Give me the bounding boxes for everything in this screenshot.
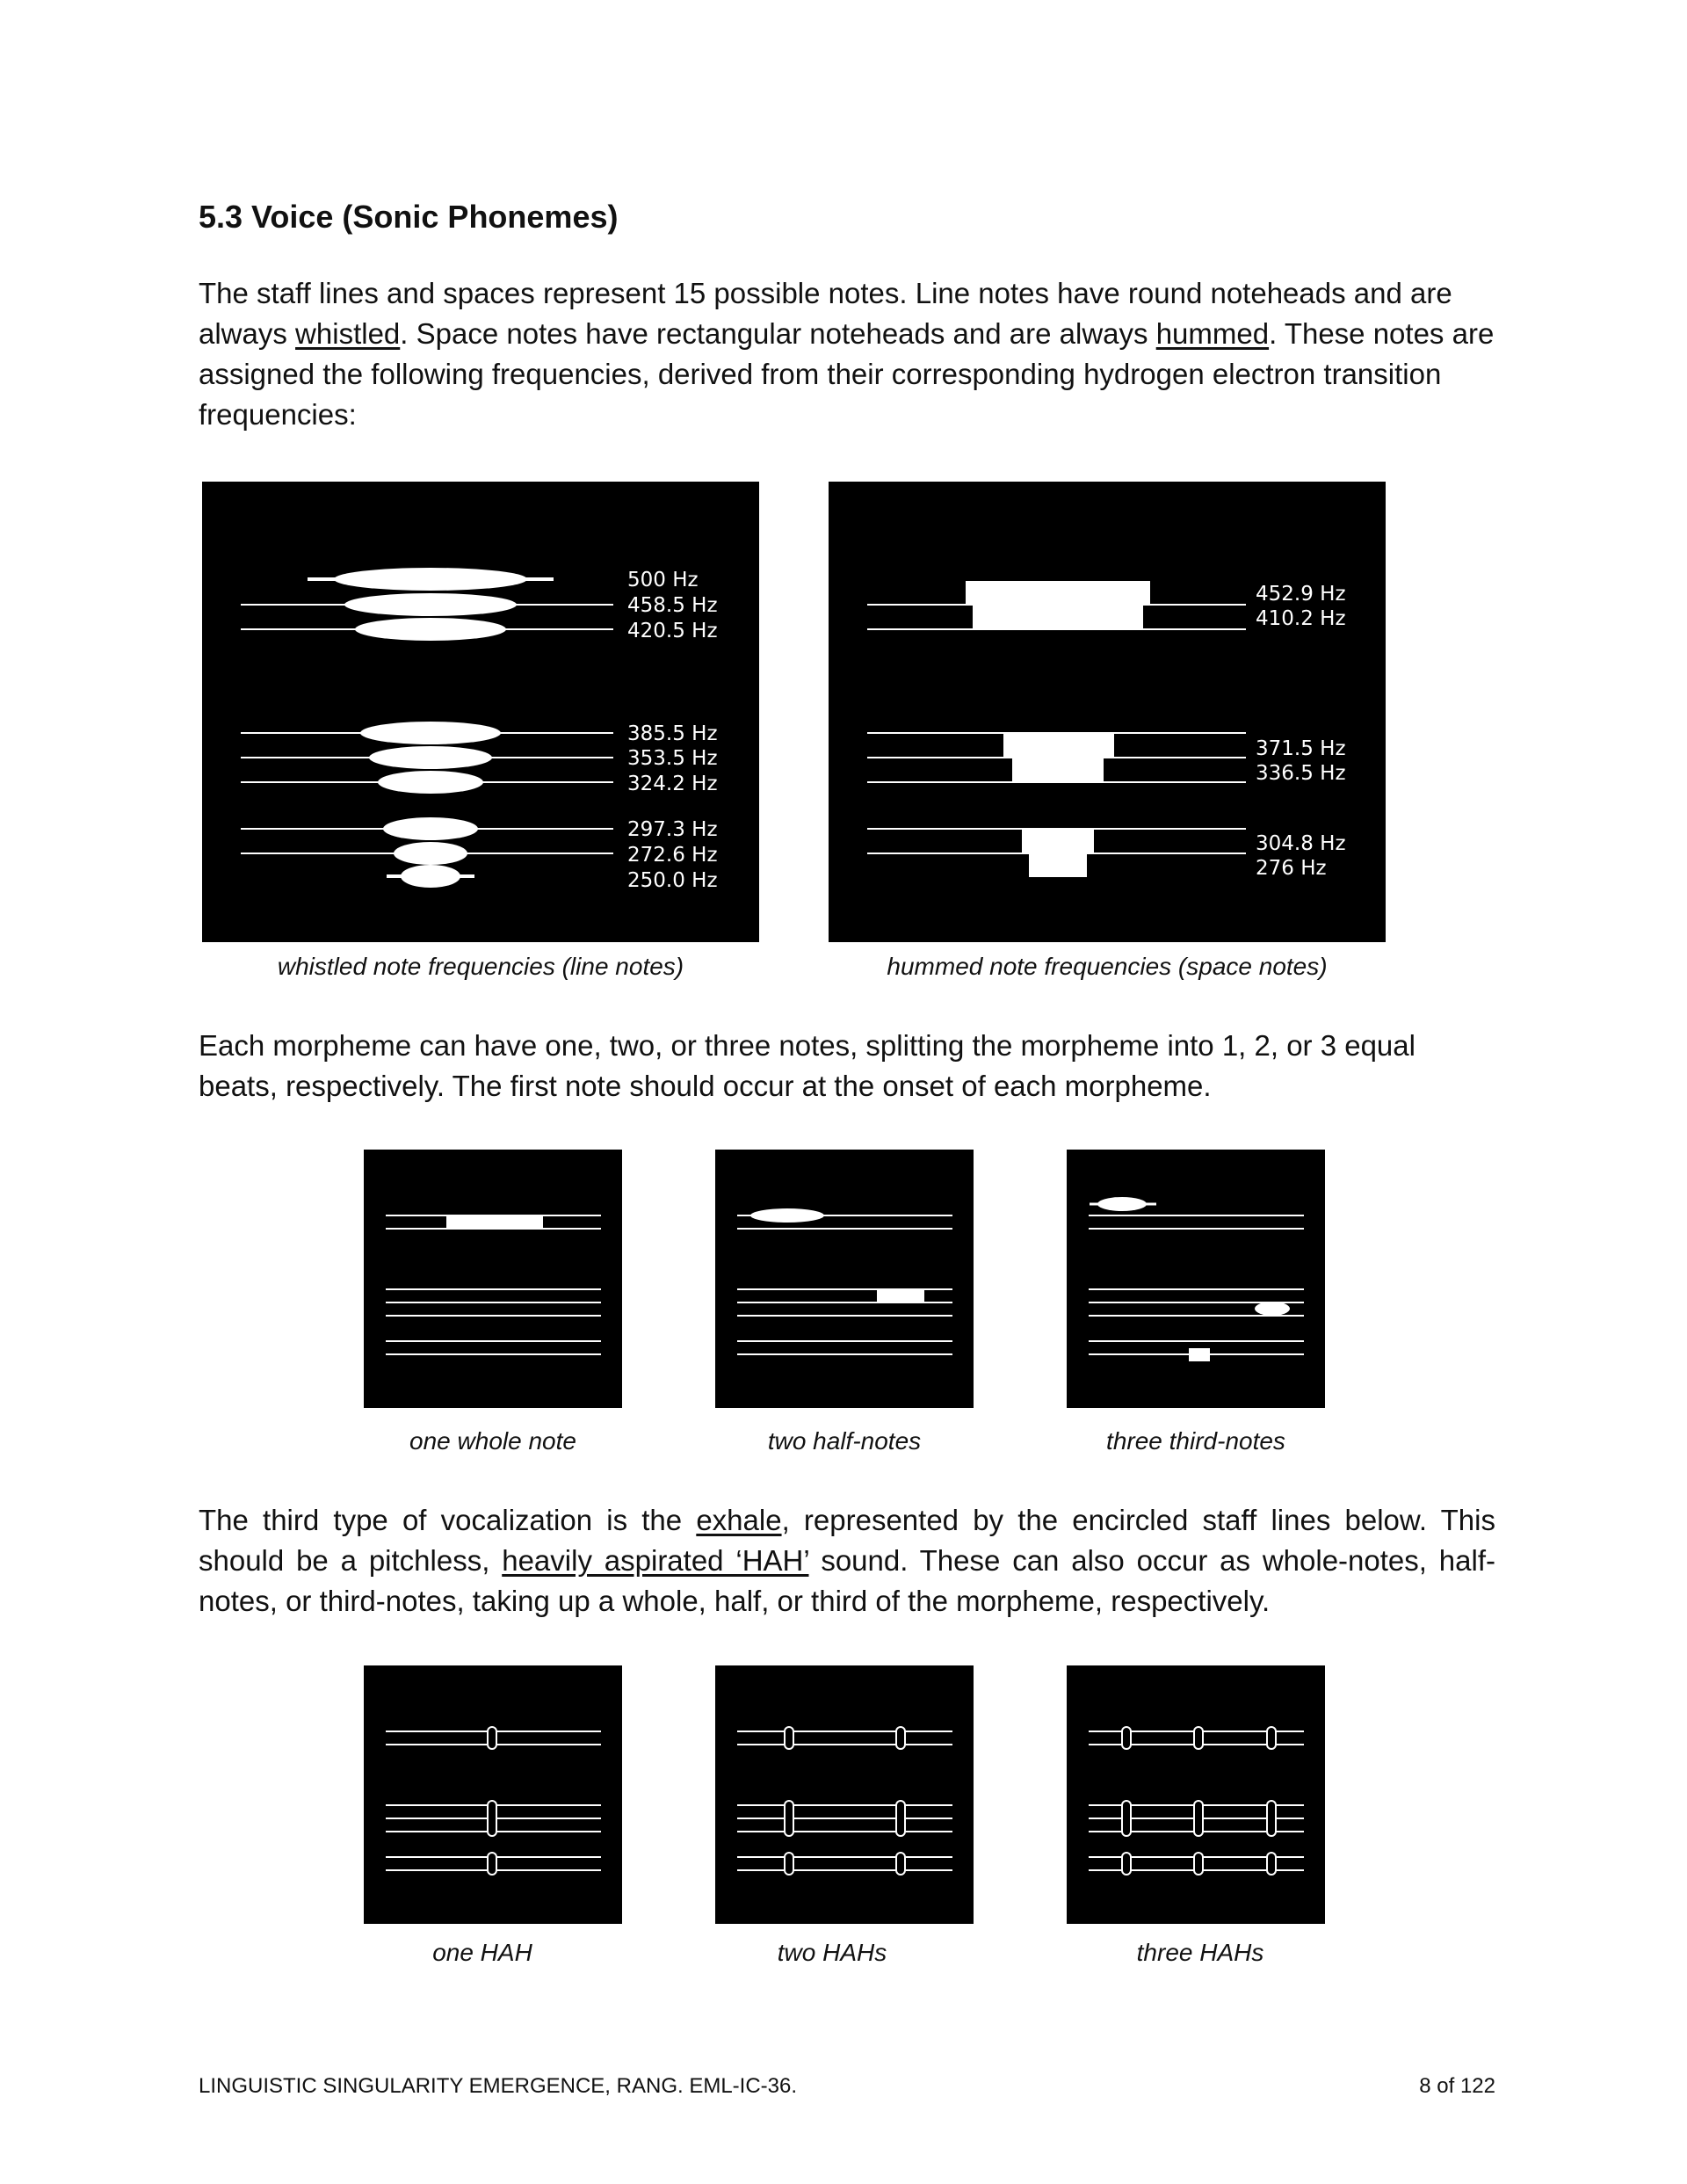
exhale-circle — [896, 1853, 905, 1875]
exhale-circle — [1267, 1853, 1276, 1875]
frequency-label: 410.2 Hz — [1256, 607, 1346, 630]
one-whole-note-figure — [364, 1150, 622, 1408]
intro-paragraph: The staff lines and spaces represent 15 possible notes. Line notes have round noteheads and are always whistled. Space notes have rectangular noteheads and are always hummed. These notes are assigned the following frequencies, derived from their corresponding hydrogen electron transition frequencies: — [199, 277, 1495, 431]
notehead — [1012, 758, 1104, 781]
frequency-label: 353.5 Hz — [627, 747, 718, 770]
frequency-label: 420.5 Hz — [627, 620, 718, 642]
footer-document-id: LINGUISTIC SINGULARITY EMERGENCE, RANG. EML-IC-36. — [199, 2074, 798, 2098]
frequency-label: 458.5 Hz — [627, 594, 718, 617]
hummed-caption: hummed note frequencies (space notes) — [887, 953, 1328, 980]
exhale-circle — [896, 1801, 905, 1836]
exhale-circle — [785, 1853, 793, 1875]
staff-diagram — [1067, 1665, 1325, 1924]
notehead — [401, 865, 460, 888]
hummed-staff-diagram — [829, 482, 1386, 942]
notehead — [1255, 1302, 1290, 1316]
notehead — [378, 771, 483, 794]
frequency-label: 500 Hz — [627, 569, 699, 591]
frequency-label: 371.5 Hz — [1256, 737, 1346, 760]
caption-two-half-notes: two half-notes — [767, 1427, 922, 1455]
footer-page-number: 8 of 122 — [1419, 2074, 1495, 2098]
exhale-circle — [896, 1727, 905, 1749]
exhale-circle — [1122, 1853, 1131, 1875]
whistled-caption: whistled note frequencies (line notes) — [277, 953, 684, 980]
notehead — [966, 581, 1150, 605]
notehead — [446, 1216, 543, 1229]
frequency-label: 250.0 Hz — [627, 869, 718, 892]
notehead — [1022, 830, 1094, 853]
frequency-label: 272.6 Hz — [627, 844, 718, 867]
frequency-label: 297.3 Hz — [627, 818, 718, 841]
two-hahs-figure — [715, 1665, 974, 1924]
frequency-label: 276 Hz — [1256, 857, 1327, 880]
caption-two-hahs: two HAHs — [777, 1939, 887, 1966]
caption-three-hahs: three HAHs — [1136, 1939, 1264, 1966]
morpheme-paragraph: Each morpheme can have one, two, or three notes, splitting the morpheme into 1, 2, or 3 equal beats, respectively. The first note should occur at the onset of each morpheme. — [199, 1029, 1415, 1102]
exhale-circle — [785, 1801, 793, 1836]
staff-diagram — [715, 1150, 974, 1408]
notehead — [394, 842, 467, 865]
notehead — [1189, 1348, 1210, 1361]
frequency-label: 336.5 Hz — [1256, 762, 1346, 785]
frequency-label: 452.9 Hz — [1256, 583, 1346, 606]
one-hah-figure — [364, 1665, 622, 1924]
notehead — [1029, 854, 1087, 877]
whistled-staff-diagram — [202, 482, 759, 942]
notehead — [360, 722, 501, 744]
exhale-circle — [488, 1727, 496, 1749]
caption-one-whole-note: one whole note — [409, 1427, 576, 1455]
exhale-circle — [1267, 1727, 1276, 1749]
hummed-frequency-figure — [829, 482, 1386, 942]
whistled-frequency-figure — [202, 482, 759, 942]
exhale-circle — [1194, 1727, 1203, 1749]
three-hahs-figure — [1067, 1665, 1325, 1924]
exhale-circle — [1267, 1801, 1276, 1836]
exhale-circle — [488, 1853, 496, 1875]
hummed-term: hummed — [1155, 317, 1270, 350]
staff-diagram — [1067, 1150, 1325, 1408]
exhale-circle — [1194, 1853, 1203, 1875]
frequency-label: 304.8 Hz — [1256, 832, 1346, 855]
caption-three-third-notes: three third-notes — [1106, 1427, 1285, 1455]
notehead — [973, 606, 1143, 628]
caption-one-hah: one HAH — [432, 1939, 532, 1966]
notehead — [369, 746, 492, 769]
frequency-label: 324.2 Hz — [627, 773, 718, 795]
aspirated-term: heavily aspirated ‘HAH’ — [502, 1544, 809, 1577]
whistled-term: whistled — [295, 317, 401, 350]
three-third-notes-figure — [1067, 1150, 1325, 1408]
exhale-circle — [785, 1727, 793, 1749]
notehead — [355, 618, 506, 641]
exhale-circle — [488, 1801, 496, 1836]
notehead — [334, 568, 527, 591]
exhale-circle — [1194, 1801, 1203, 1836]
exhale-circle — [1122, 1801, 1131, 1836]
notehead — [750, 1208, 824, 1223]
staff-diagram — [364, 1150, 622, 1408]
notehead — [877, 1290, 924, 1302]
staff-diagram — [364, 1665, 622, 1924]
staff-diagram — [715, 1665, 974, 1924]
exhale-circle — [1122, 1727, 1131, 1749]
notehead — [344, 593, 517, 616]
notehead — [1003, 734, 1114, 757]
section-heading: 5.3 Voice (Sonic Phonemes) — [199, 199, 619, 235]
exhale-paragraph: The third type of vocalization is the exhale, represented by the encircled staff lines below. This should be a pitchless, heavily aspirated ‘HAH’ sound. These can also occur as whole-notes, half-notes, or third-notes, taking up a whole, half, or third of the morpheme, respectively. — [199, 1504, 1495, 1617]
frequency-label: 385.5 Hz — [627, 722, 718, 745]
notehead — [383, 817, 478, 840]
exhale-term: exhale — [696, 1504, 782, 1536]
two-half-notes-figure — [715, 1150, 974, 1408]
notehead — [1097, 1197, 1147, 1211]
